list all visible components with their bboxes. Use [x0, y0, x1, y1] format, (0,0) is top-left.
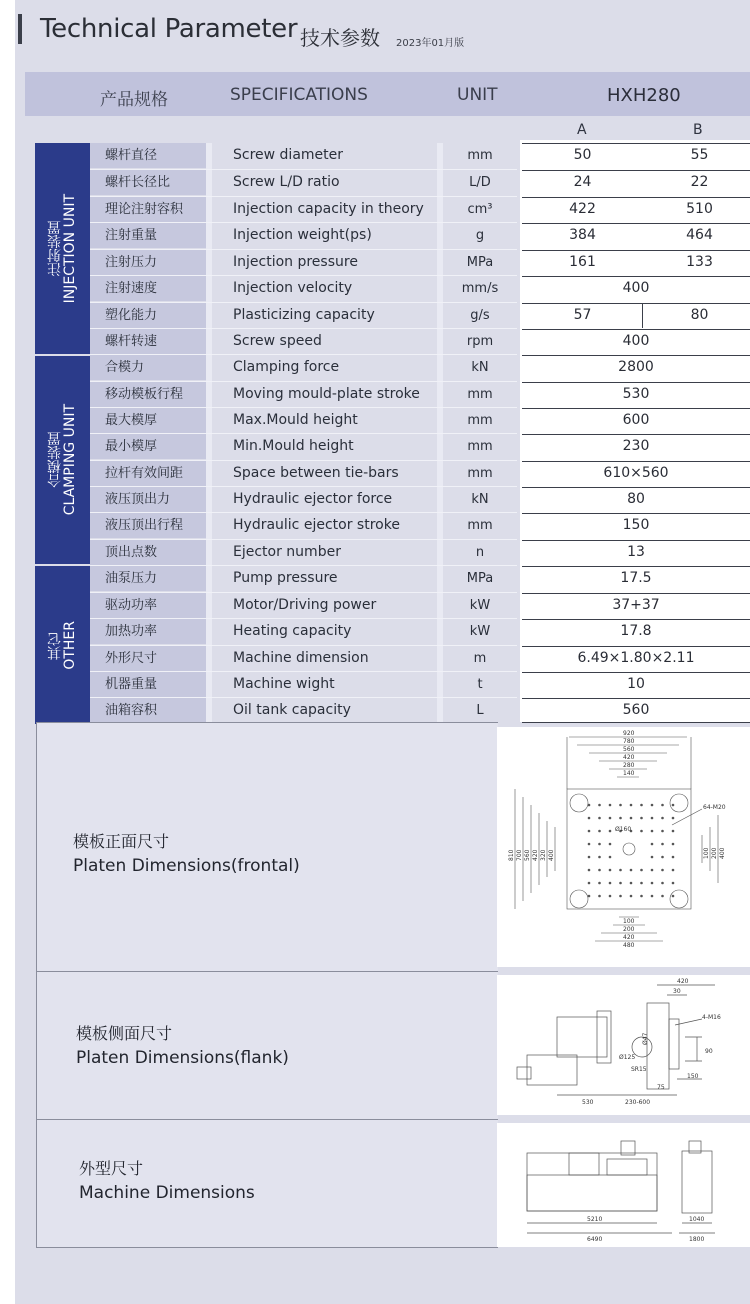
spec-cn-label: 拉杆有效间距 — [90, 461, 206, 486]
spec-unit: L — [476, 703, 484, 718]
spec-cn-label: 外形尺寸 — [90, 646, 206, 671]
spec-value-a: 384 — [569, 227, 596, 243]
row-divider — [90, 512, 517, 513]
spec-value-a: 422 — [569, 201, 596, 217]
bolt-hole-mark — [651, 830, 654, 833]
spec-unit: kN — [471, 492, 489, 507]
row-divider — [90, 354, 517, 355]
dim-label: 420 — [532, 849, 539, 861]
row-divider — [90, 565, 517, 566]
spec-row — [90, 619, 520, 644]
spec-en-label: Clamping force — [233, 359, 340, 375]
bolt-hole-mark — [651, 804, 654, 807]
spec-cn-label: 塑化能力 — [90, 303, 206, 328]
dim-label: 90 — [705, 1048, 713, 1055]
dim-label: 780 — [623, 738, 635, 745]
bolt-hole-mark — [588, 804, 591, 807]
col-a-label: A — [577, 122, 587, 138]
spec-cn-label: 机器重量 — [90, 672, 206, 697]
dim-label: 1040 — [689, 1216, 705, 1223]
spec-en-label: Injection weight(ps) — [233, 227, 372, 243]
spec-row — [90, 355, 520, 380]
spec-en-label: Screw L/D ratio — [233, 174, 340, 190]
frontal-platen-drawing — [497, 727, 750, 967]
bolt-hole-mark — [598, 804, 601, 807]
dim-label: SR15 — [631, 1066, 647, 1073]
bolt-hole-mark — [598, 895, 601, 898]
row-divider — [90, 196, 517, 197]
spec-unit: t — [477, 677, 483, 692]
spec-unit: rpm — [466, 334, 494, 349]
row-divider — [90, 328, 517, 329]
tie-bar-hole — [570, 890, 588, 908]
dim-label: 530 — [582, 1099, 594, 1106]
bolt-hole-mark — [640, 882, 643, 885]
spec-value: 610×560 — [603, 465, 669, 481]
section-injection-cn: 注射装置 — [46, 220, 63, 277]
spec-en-label: Plasticizing capacity — [233, 307, 375, 323]
dim-label: 400 — [548, 849, 555, 861]
row-divider — [90, 592, 517, 593]
spec-unit: mm — [467, 439, 493, 454]
row-divider — [90, 671, 517, 672]
spec-value: 600 — [622, 412, 650, 428]
spec-value: 2800 — [618, 359, 654, 375]
drawings-divider — [36, 722, 498, 723]
flank-platen-drawing — [497, 975, 750, 1115]
spec-cn-label: 最小模厚 — [90, 434, 206, 459]
drawings-divider — [36, 971, 498, 972]
spec-en-label: Max.Mould height — [233, 412, 358, 428]
header-model: HXH280 — [607, 85, 681, 106]
spec-unit: mm — [467, 148, 493, 163]
spec-en-label: Screw diameter — [233, 147, 344, 163]
bolt-hole-mark — [672, 830, 675, 833]
section-other — [35, 566, 90, 724]
spec-unit: m — [473, 651, 487, 666]
spec-en-label: Screw speed — [233, 333, 322, 349]
spec-cn-label: 驱动功率 — [90, 593, 206, 618]
machine-caption-cn: 外型尺寸 — [79, 1159, 144, 1178]
drawings-divider — [36, 1119, 498, 1120]
spec-row — [90, 487, 520, 512]
page-title-cn: 技术参数 — [300, 26, 380, 50]
spec-en-label: Motor/Driving power — [233, 597, 377, 613]
tie-bar-hole — [670, 890, 688, 908]
spec-value-a: 57 — [573, 307, 592, 323]
dim-label: 100 — [623, 918, 635, 925]
spec-en-label: Space between tie-bars — [233, 465, 399, 481]
bolt-hole-mark — [651, 856, 654, 859]
bolt-hole-mark — [630, 882, 633, 885]
spec-cn-label: 螺杆转速 — [90, 329, 206, 354]
bolt-hole-mark — [609, 843, 612, 846]
spec-en-label: Oil tank capacity — [233, 702, 351, 718]
dim-label: 280 — [623, 762, 635, 769]
bolt-hole-mark — [609, 830, 612, 833]
spec-unit: kW — [469, 624, 491, 639]
spec-value-b: 22 — [690, 174, 709, 190]
dim-label: 480 — [623, 942, 635, 949]
spec-value-a: 24 — [573, 174, 592, 190]
row-divider — [90, 222, 517, 223]
header-cn: 产品规格 — [100, 90, 168, 110]
bolt-hole-mark — [651, 869, 654, 872]
dim-label: 700 — [516, 849, 523, 861]
machine-body — [527, 1153, 657, 1211]
dim-label: 420 — [623, 934, 635, 941]
spec-value: 530 — [622, 386, 650, 402]
dim-label: 150 — [687, 1073, 699, 1080]
dim-label: 4-M16 — [702, 1014, 721, 1021]
row-divider — [90, 249, 517, 250]
dim-label: 560 — [524, 849, 531, 861]
spec-value-b: 80 — [690, 307, 709, 323]
spec-value: 37+37 — [612, 597, 660, 613]
dim-label: 30 — [673, 988, 681, 995]
spec-row — [90, 461, 520, 486]
moving-platen — [647, 1003, 669, 1089]
bolt-hole-mark — [598, 843, 601, 846]
spec-cn-label: 螺杆长径比 — [90, 170, 206, 195]
spec-cn-label: 注射速度 — [90, 276, 206, 301]
dim-label: 6490 — [587, 1236, 603, 1243]
bolt-hole-mark — [661, 869, 664, 872]
frontal-caption — [73, 830, 300, 878]
spec-value: 400 — [622, 333, 650, 349]
spec-row — [90, 197, 520, 222]
value-row-divider — [522, 722, 750, 723]
spec-value: 13 — [627, 544, 645, 560]
dim-label: Ø125 — [619, 1054, 636, 1061]
bolt-hole-mark — [619, 895, 622, 898]
bolt-hole-mark — [661, 895, 664, 898]
frontal-caption-en: Platen Dimensions(frontal) — [73, 856, 300, 876]
spec-cn-label: 油箱容积 — [90, 698, 206, 723]
bolt-hole-mark — [588, 817, 591, 820]
bolt-hole-mark — [609, 895, 612, 898]
bolt-hole-mark — [651, 882, 654, 885]
spec-unit: g/s — [470, 308, 490, 323]
spec-value: 150 — [622, 517, 650, 533]
dim-label: 140 — [623, 770, 635, 777]
spec-unit: mm — [467, 413, 493, 428]
section-other-en: OTHER — [61, 620, 78, 670]
spec-value: 17.8 — [620, 623, 652, 639]
bolt-hole-mark — [598, 856, 601, 859]
row-divider — [90, 275, 517, 276]
header-specifications: SPECIFICATIONS — [230, 85, 368, 105]
bolt-hole-mark — [630, 817, 633, 820]
spec-en-label: Ejector number — [233, 544, 341, 560]
dim-label: 420 — [677, 978, 689, 985]
value-split-divider — [642, 303, 643, 328]
tie-bar-hole — [670, 794, 688, 812]
spec-cn-label: 合模力 — [90, 355, 206, 380]
spec-en-label: Injection pressure — [233, 254, 358, 270]
bolt-hole-mark — [630, 895, 633, 898]
dim-label: 810 — [508, 849, 515, 861]
header-unit: UNIT — [457, 85, 498, 105]
machine-caption-en: Machine Dimensions — [79, 1183, 255, 1203]
bolt-hole-mark — [661, 804, 664, 807]
spec-en-label: Pump pressure — [233, 570, 338, 586]
spec-unit: L/D — [469, 175, 491, 190]
spec-row — [90, 698, 520, 723]
bolt-hole-mark — [672, 856, 675, 859]
spec-cn-label: 螺杆直径 — [90, 143, 206, 168]
spec-row — [90, 566, 520, 591]
spec-row — [90, 540, 520, 565]
spec-en-label: Injection velocity — [233, 280, 353, 296]
spec-row — [90, 143, 520, 168]
spec-unit: cm³ — [467, 202, 493, 217]
bolt-hole-mark — [609, 882, 612, 885]
spec-value-b: 464 — [686, 227, 713, 243]
spec-en-label: Hydraulic ejector force — [233, 491, 393, 507]
nozzle-hole — [623, 843, 635, 855]
spec-unit: MPa — [466, 571, 494, 586]
spec-row — [90, 329, 520, 354]
bolt-hole-mark — [619, 882, 622, 885]
spec-unit: mm — [467, 466, 493, 481]
spec-cn-label: 最大模厚 — [90, 408, 206, 433]
spec-row — [90, 382, 520, 407]
bolt-hole-mark — [651, 895, 654, 898]
flank-caption-en: Platen Dimensions(flank) — [76, 1048, 289, 1068]
spec-unit: MPa — [466, 255, 494, 270]
spec-row — [90, 303, 520, 328]
bolt-hole-mark — [661, 856, 664, 859]
spec-row — [90, 250, 520, 275]
drawings-divider — [36, 1247, 498, 1248]
bolt-hole-mark — [661, 843, 664, 846]
spec-row — [90, 672, 520, 697]
spec-value: 10 — [627, 676, 645, 692]
spec-en-label: Injection capacity in theory — [233, 201, 424, 217]
row-divider — [90, 486, 517, 487]
machine-end-view — [682, 1151, 712, 1213]
row-divider — [90, 433, 517, 434]
section-other-cn: 其它 — [46, 631, 63, 659]
platen-block — [557, 1017, 607, 1057]
section-clamping-cn: 合模装置 — [46, 432, 63, 488]
spec-cn-label: 注射压力 — [90, 250, 206, 275]
spec-value-b: 510 — [686, 201, 713, 217]
center-label: Ø160 — [615, 826, 632, 833]
spec-en-label: Hydraulic ejector stroke — [233, 517, 400, 533]
spec-row — [90, 646, 520, 671]
dim-label: 230-600 — [625, 1099, 651, 1106]
bolt-hole-mark — [630, 804, 633, 807]
bolt-hole-mark — [619, 869, 622, 872]
bolt-hole-mark — [588, 895, 591, 898]
spec-row — [90, 408, 520, 433]
spec-en-label: Machine dimension — [233, 650, 369, 666]
spec-value-a: 161 — [569, 254, 596, 270]
row-divider — [90, 618, 517, 619]
bolt-hole-mark — [598, 830, 601, 833]
spec-unit: mm/s — [461, 281, 499, 296]
bolt-hole-mark — [630, 869, 633, 872]
spec-en-label: Moving mould-plate stroke — [233, 386, 420, 402]
bolt-hole-mark — [651, 843, 654, 846]
spec-unit: kN — [471, 360, 489, 375]
spec-unit: mm — [467, 518, 493, 533]
bolt-hole-mark — [640, 869, 643, 872]
bolt-hole-mark — [640, 804, 643, 807]
spec-row — [90, 593, 520, 618]
spec-value: 560 — [622, 702, 650, 718]
spec-value-a: 50 — [573, 147, 592, 163]
dim-label: 320 — [540, 849, 547, 861]
bolt-hole-mark — [598, 882, 601, 885]
dim-label: 200 — [711, 847, 718, 859]
spec-unit: g — [475, 228, 485, 243]
frontal-caption-cn: 模板正面尺寸 — [73, 832, 170, 851]
bolt-hole-mark — [672, 804, 675, 807]
spec-unit: mm — [467, 387, 493, 402]
spec-value-b: 133 — [686, 254, 713, 270]
platen-outline — [567, 789, 691, 909]
spec-value: 6.49×1.80×2.11 — [577, 650, 695, 666]
bolt-hole-mark — [672, 895, 675, 898]
bolt-hole-mark — [640, 817, 643, 820]
dim-label: 420 — [623, 754, 635, 761]
machine-caption — [79, 1157, 255, 1205]
spec-row — [90, 170, 520, 195]
row-divider — [90, 381, 517, 382]
dim-label: 920 — [623, 730, 635, 737]
spec-unit: n — [475, 545, 485, 560]
table-header — [25, 72, 750, 116]
row-divider — [90, 645, 517, 646]
spec-value: 230 — [622, 438, 650, 454]
spec-cn-label: 加热功率 — [90, 619, 206, 644]
bolt-label: 64-M20 — [703, 804, 726, 811]
spec-value: 80 — [627, 491, 645, 507]
spec-row — [90, 513, 520, 538]
tie-bar-hole — [570, 794, 588, 812]
spec-en-label: Machine wight — [233, 676, 335, 692]
edition-date: 2023年01月版 — [396, 38, 465, 49]
col-b-label: B — [693, 122, 703, 138]
spec-cn-label: 顶出点数 — [90, 540, 206, 565]
dim-label: 75 — [657, 1084, 665, 1091]
bolt-hole-mark — [651, 817, 654, 820]
bolt-hole-mark — [598, 817, 601, 820]
row-divider — [90, 302, 517, 303]
bolt-hole-mark — [619, 804, 622, 807]
bolt-hole-mark — [661, 817, 664, 820]
bolt-hole-mark — [672, 882, 675, 885]
bolt-hole-mark — [588, 882, 591, 885]
bolt-hole-mark — [588, 869, 591, 872]
drawings-panel-border — [36, 722, 37, 1248]
row-divider — [90, 460, 517, 461]
spec-cn-label: 注射重量 — [90, 223, 206, 248]
spec-value-b: 55 — [690, 147, 709, 163]
spec-cn-label: 液压顶出行程 — [90, 513, 206, 538]
bolt-hole-mark — [588, 856, 591, 859]
flank-caption-cn: 模板侧面尺寸 — [76, 1024, 173, 1043]
spec-cn-label: 油泵压力 — [90, 566, 206, 591]
bolt-hole-mark — [588, 830, 591, 833]
spec-unit: kW — [469, 598, 491, 613]
title-accent-bar — [18, 14, 22, 44]
row-divider — [90, 697, 517, 698]
bolt-hole-mark — [598, 869, 601, 872]
section-clamping — [35, 356, 90, 564]
section-injection — [35, 143, 90, 354]
spec-row — [90, 223, 520, 248]
bolt-hole-mark — [588, 843, 591, 846]
dim-label: 200 — [623, 926, 635, 933]
bolt-hole-mark — [619, 817, 622, 820]
bolt-hole-mark — [640, 830, 643, 833]
bolt-hole-mark — [609, 817, 612, 820]
dim-label: 400 — [719, 847, 726, 859]
bolt-hole-mark — [609, 804, 612, 807]
bolt-hole-mark — [609, 856, 612, 859]
dim-label: 1800 — [689, 1236, 705, 1243]
spec-en-label: Min.Mould height — [233, 438, 354, 454]
spec-row — [90, 276, 520, 301]
spec-cn-label: 液压顶出力 — [90, 487, 206, 512]
flank-caption — [76, 1022, 289, 1070]
spec-row — [90, 434, 520, 459]
spec-value: 17.5 — [620, 570, 652, 586]
bolt-hole-mark — [672, 869, 675, 872]
dim-label: 5210 — [587, 1216, 603, 1223]
bolt-hole-mark — [640, 895, 643, 898]
page-title: Technical Parameter — [40, 14, 298, 44]
row-divider — [90, 169, 517, 170]
row-divider — [90, 539, 517, 540]
bolt-hole-mark — [672, 843, 675, 846]
section-clamping-en: CLAMPING UNIT — [61, 404, 78, 516]
bolt-hole-mark — [661, 830, 664, 833]
spec-value: 400 — [622, 280, 650, 296]
spec-cn-label: 理论注射容积 — [90, 197, 206, 222]
dim-label: Ø47 — [642, 1032, 649, 1045]
machine-outline-drawing — [497, 1123, 750, 1247]
dim-label: 100 — [703, 847, 710, 859]
spec-en-label: Heating capacity — [233, 623, 352, 639]
spec-cn-label: 移动模板行程 — [90, 382, 206, 407]
section-injection-en: INJECTION UNIT — [61, 193, 78, 304]
dim-label: 560 — [623, 746, 635, 753]
bolt-hole-mark — [609, 869, 612, 872]
row-divider — [90, 407, 517, 408]
bolt-hole-mark — [672, 817, 675, 820]
bolt-hole-mark — [661, 882, 664, 885]
